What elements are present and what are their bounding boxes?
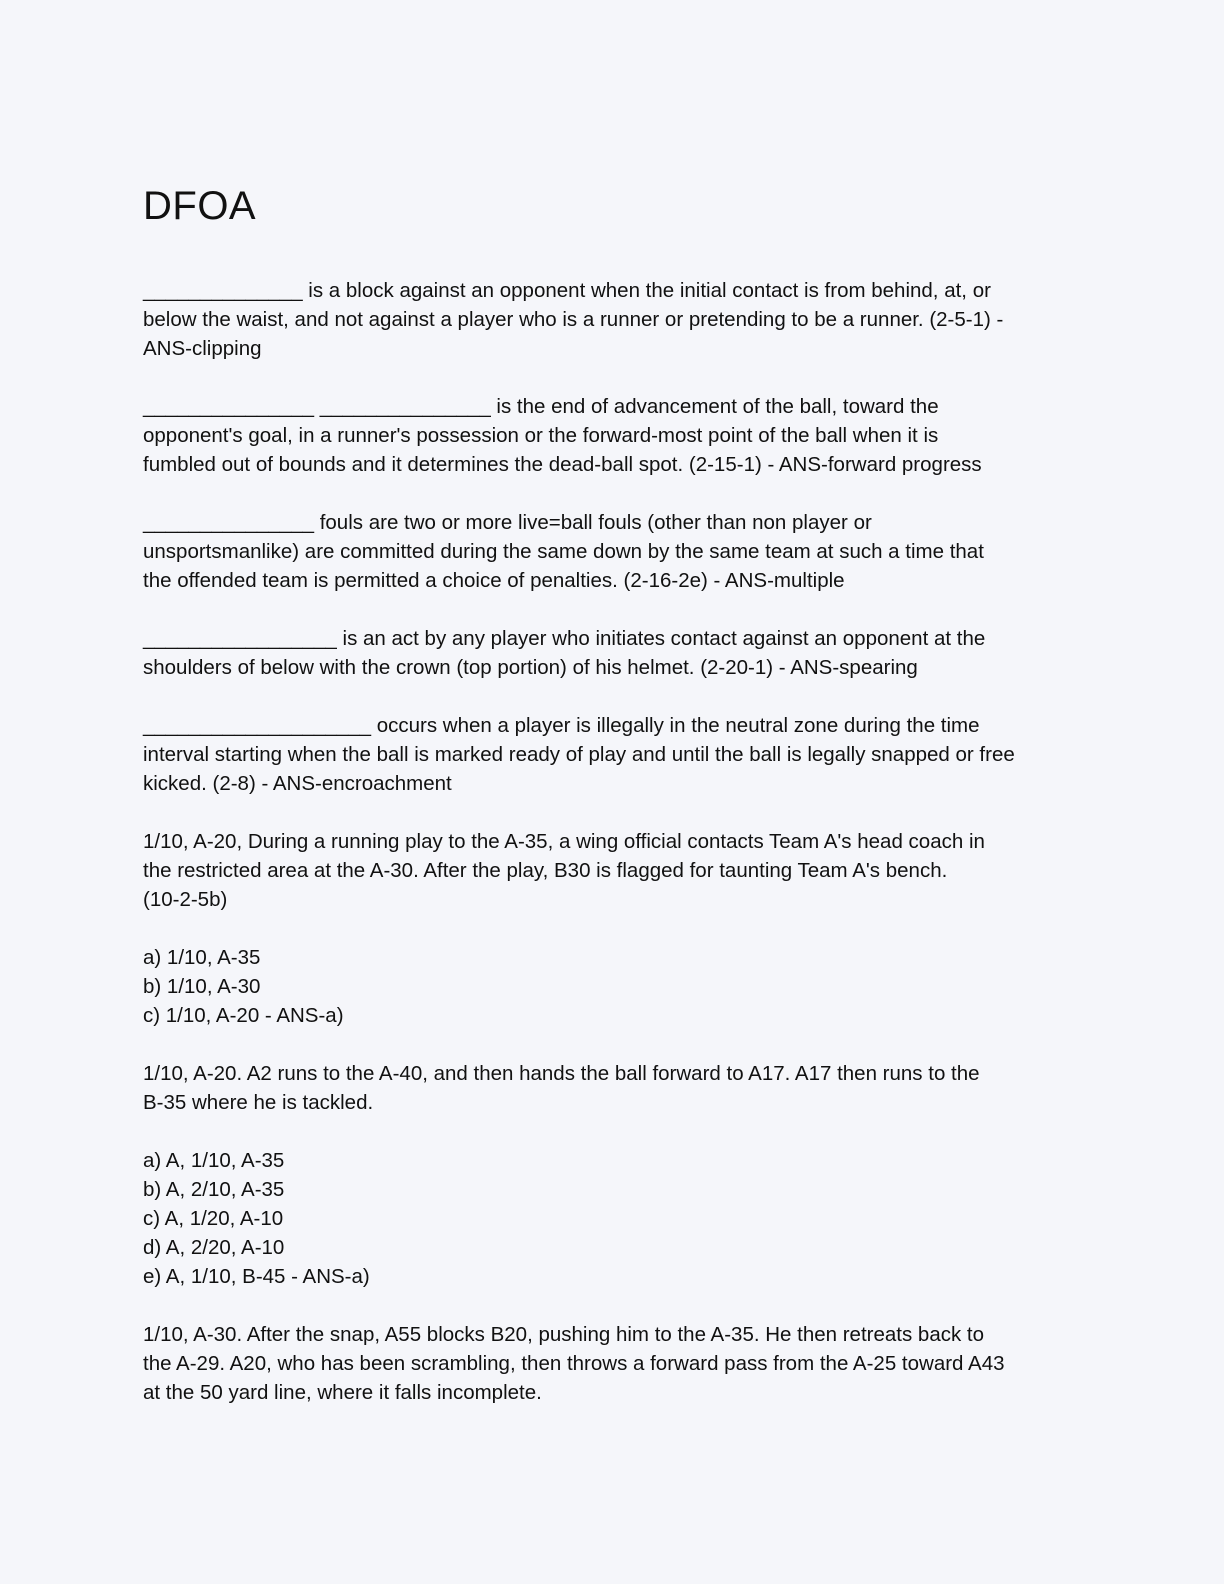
text-line: a) 1/10, A-35 [143,946,261,969]
text-line: interval starting when the ball is marked ready of play and until the ball is legally snapped or free [143,743,1015,766]
text-line: the A-29. A20, who has been scrambling, then throws a forward pass from the A-25 toward A43 [143,1352,1005,1375]
paragraph [143,624,1078,682]
paragraph [143,392,1078,479]
text-line: c) 1/10, A-20 - ANS-a) [143,1004,344,1027]
text-line: kicked. (2-8) - ANS-encroachment [143,772,452,795]
document-page [143,180,1078,1436]
text-line: b) A, 2/10, A-35 [143,1178,285,1201]
text-line: the restricted area at the A-30. After the play, B30 is flagged for taunting Team A's bench. [143,859,948,882]
text-line: (10-2-5b) [143,888,228,911]
text-line: c) A, 1/20, A-10 [143,1207,284,1230]
paragraph [143,1146,1078,1291]
text-line: _______________ _______________ is the end of advancement of the ball, toward the [143,395,939,418]
paragraph [143,711,1078,798]
text-line: 1/10, A-30. After the snap, A55 blocks B20, pushing him to the A-35. He then retreats back to [143,1323,985,1346]
text-line: the offended team is permitted a choice of penalties. (2-16-2e) - ANS-multiple [143,569,845,592]
document-body [143,276,1078,1407]
text-line: unsportsmanlike) are committed during the same down by the same team at such a time that [143,540,984,563]
paragraph [143,1059,1078,1117]
text-line: _________________ is an act by any player who initiates contact against an opponent at the [143,627,986,650]
paragraph [143,827,1078,914]
text-line: ____________________ occurs when a player is illegally in the neutral zone during the time [143,714,980,737]
text-line: 1/10, A-20, During a running play to the A-35, a wing official contacts Team A's head coach in [143,830,985,853]
text-line: 1/10, A-20. A2 runs to the A-40, and then hands the ball forward to A17. A17 then runs to the [143,1062,980,1085]
text-line: at the 50 yard line, where it falls incomplete. [143,1381,542,1404]
text-line: B-35 where he is tackled. [143,1091,374,1114]
text-line: a) A, 1/10, A-35 [143,1149,285,1172]
text-line: b) 1/10, A-30 [143,975,261,998]
paragraph [143,943,1078,1030]
document-title: DFOA [143,184,257,228]
text-line: _______________ fouls are two or more live=ball fouls (other than non player or [143,511,872,534]
text-line: d) A, 2/20, A-10 [143,1236,285,1259]
text-line: opponent's goal, in a runner's possession or the forward-most point of the ball when it is [143,424,939,447]
text-line: ANS-clipping [143,337,262,360]
text-line: below the waist, and not against a player who is a runner or pretending to be a runner. (2-5-1) - [143,308,1004,331]
text-line: shoulders of below with the crown (top portion) of his helmet. (2-20-1) - ANS-spearing [143,656,918,679]
text-line: fumbled out of bounds and it determines the dead-ball spot. (2-15-1) - ANS-forward progress [143,453,982,476]
paragraph [143,508,1078,595]
text-line: e) A, 1/10, B-45 - ANS-a) [143,1265,370,1288]
paragraph [143,1320,1078,1407]
paragraph [143,276,1078,363]
text-line: ______________ is a block against an opponent when the initial contact is from behind, at, or [143,279,991,302]
